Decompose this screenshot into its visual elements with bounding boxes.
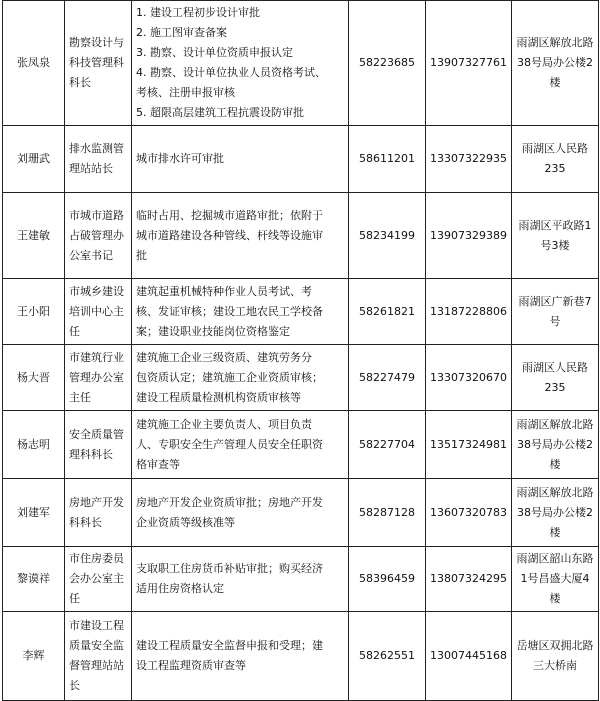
duty-line: 设工程监理资质审查等 — [136, 659, 246, 672]
table-row — [3, 345, 599, 411]
mobile-phone-cell: 13007445168 — [426, 612, 512, 701]
contact-table — [2, 0, 599, 701]
duties-cell — [132, 411, 349, 479]
duty-line: 考核、注册申报审核 — [136, 86, 235, 99]
office-phone-cell: 58262551 — [349, 612, 426, 701]
duty-line: 4. 勘察、设计单位执业人员资格考试、 — [136, 66, 326, 79]
duties-list — [136, 493, 344, 533]
address-cell: 雨湖区解放北路38号局办公楼2楼 — [512, 1, 599, 126]
duties-list — [136, 282, 344, 342]
duties-cell — [132, 547, 349, 612]
address-cell: 雨湖区广新巷7号 — [512, 279, 599, 345]
duty-line: 5. 超限高层建筑工程抗震设防审批 — [136, 106, 304, 119]
office-phone-cell: 58227479 — [349, 345, 426, 411]
office-phone-cell: 58396459 — [349, 547, 426, 612]
duty-line: 建设工程质量检测机构资质审核等 — [136, 390, 301, 404]
position-cell: 市城市道路占破管理办公室书记 — [65, 193, 132, 279]
duties-list — [136, 206, 344, 266]
office-phone-cell: 58261821 — [349, 279, 426, 345]
table-row — [3, 193, 599, 279]
position-cell: 排水监测管理站站长 — [65, 126, 132, 193]
duties-list — [136, 348, 344, 408]
duty-line: 支取职工住房货币补贴审批；购买经济 — [136, 562, 323, 575]
duties-list — [136, 559, 344, 599]
position-cell: 市住房委员会办公室主任 — [65, 547, 132, 612]
duty-line: 核、发证审核；建设工地农民工学校备 — [136, 304, 323, 318]
duty-line: 房地产开发企业资质审批；房地产开发 — [136, 495, 323, 509]
mobile-phone-cell: 13517324981 — [426, 411, 512, 479]
duty-line: 批 — [136, 248, 147, 262]
duty-line: 建设工程质量安全监督申报和受理；建 — [136, 639, 323, 652]
duty-line: 建筑施工企业三级资质、建筑劳务分 — [136, 350, 312, 364]
duty-line: 临时占用、挖掘城市道路审批；依附于 — [136, 208, 323, 222]
duties-cell — [132, 479, 349, 547]
duties-cell — [132, 1, 349, 126]
duties-list — [136, 415, 344, 475]
position-cell: 勘察设计与科技管理科科长 — [65, 1, 132, 126]
address-cell: 雨湖区韶山东路1号昌盛大厦4楼 — [512, 547, 599, 612]
person-name-cell: 王建敏 — [3, 193, 65, 279]
address-cell: 雨湖区人民路235 — [512, 345, 599, 411]
table-row — [3, 411, 599, 479]
office-phone-cell: 58287128 — [349, 479, 426, 547]
mobile-phone-cell: 13307322935 — [426, 126, 512, 193]
office-phone-cell: 58611201 — [349, 126, 426, 193]
duties-list — [136, 636, 344, 676]
office-phone-cell: 58234199 — [349, 193, 426, 279]
mobile-phone-cell: 13807324295 — [426, 547, 512, 612]
duties-list — [136, 3, 344, 123]
table-row — [3, 126, 599, 193]
mobile-phone-cell: 13607320783 — [426, 479, 512, 547]
duty-line: 适用住房资格认定 — [136, 582, 224, 595]
address-cell: 雨湖区平政路1号3楼 — [512, 193, 599, 279]
address-cell: 雨湖区解放北路38号局办公楼2楼 — [512, 411, 599, 479]
person-name-cell: 刘珊武 — [3, 126, 65, 193]
person-name-cell: 杨志明 — [3, 411, 65, 479]
position-cell: 市建设工程质量安全监督管理站站长 — [65, 612, 132, 701]
position-cell: 市城乡建设培训中心主任 — [65, 279, 132, 345]
person-name-cell: 李辉 — [3, 612, 65, 701]
duty-line: 2. 施工图审查备案 — [136, 26, 227, 39]
person-name-cell: 刘建军 — [3, 479, 65, 547]
duty-line: 格审查等 — [136, 457, 180, 471]
office-phone-cell: 58223685 — [349, 1, 426, 126]
duties-cell — [132, 193, 349, 279]
duty-line: 包资质认定；建筑施工企业资质审核； — [136, 370, 323, 384]
address-cell: 岳塘区双拥北路三大桥南 — [512, 612, 599, 701]
office-phone-cell: 58227704 — [349, 411, 426, 479]
mobile-phone-cell: 13907329389 — [426, 193, 512, 279]
table-row — [3, 547, 599, 612]
person-name-cell: 王小阳 — [3, 279, 65, 345]
duty-line: 企业资质等级核准等 — [136, 515, 235, 529]
mobile-phone-cell: 13907327761 — [426, 1, 512, 126]
address-cell: 雨湖区人民路235 — [512, 126, 599, 193]
duty-line: 建筑施工企业主要负责人、项目负责 — [136, 417, 312, 431]
duty-line: 人、专职安全生产管理人员安全任职资 — [136, 437, 323, 451]
mobile-phone-cell: 13307320670 — [426, 345, 512, 411]
table-row — [3, 479, 599, 547]
duties-cell — [132, 126, 349, 193]
duty-line: 案；建设职业技能岗位资格鉴定 — [136, 324, 290, 338]
duty-line: 城市道路建设各种管线、杆线等设施审 — [136, 228, 323, 242]
person-name-cell: 黎谟祥 — [3, 547, 65, 612]
position-cell: 安全质量管理科科长 — [65, 411, 132, 479]
position-cell: 市建筑行业管理办公室主任 — [65, 345, 132, 411]
table-row — [3, 612, 599, 701]
duties-cell — [132, 612, 349, 701]
table-row — [3, 279, 599, 345]
duty-line: 建筑起重机械特种作业人员考试、考 — [136, 284, 312, 298]
duties-list — [136, 149, 344, 169]
duties-cell — [132, 279, 349, 345]
duty-line: 1. 建设工程初步设计审批 — [136, 6, 260, 19]
person-name-cell: 张凤泉 — [3, 1, 65, 126]
duties-cell — [132, 345, 349, 411]
table-row — [3, 1, 599, 126]
duty-line: 3. 勘察、设计单位资质申报认定 — [136, 46, 293, 59]
mobile-phone-cell: 13187228806 — [426, 279, 512, 345]
person-name-cell: 杨大晋 — [3, 345, 65, 411]
duty-line: 城市排水许可审批 — [136, 152, 224, 165]
table-body — [3, 1, 599, 701]
address-cell: 雨湖区解放北路38号局办公楼2楼 — [512, 479, 599, 547]
position-cell: 房地产开发科科长 — [65, 479, 132, 547]
